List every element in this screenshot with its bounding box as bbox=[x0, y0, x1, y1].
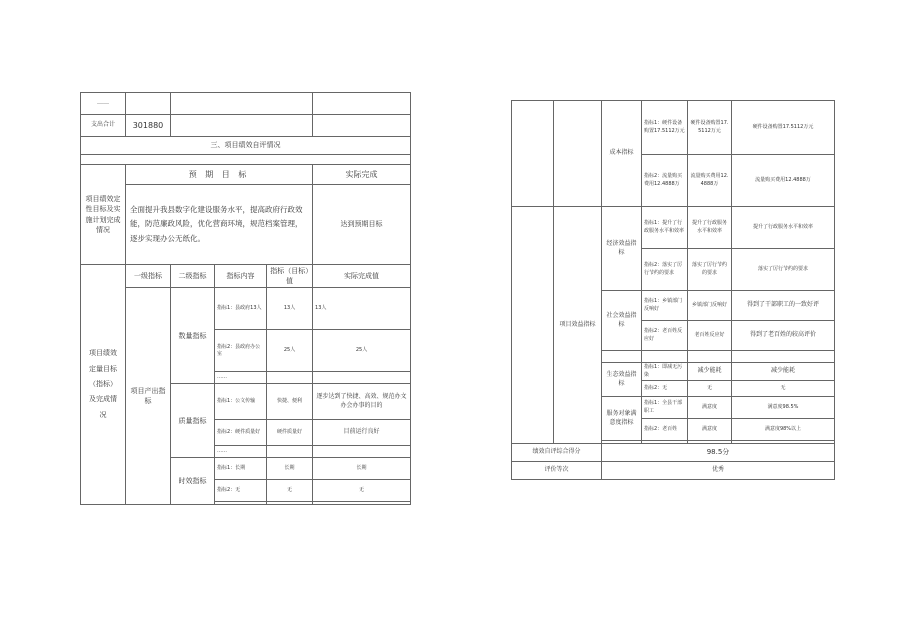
cost-item2-content: 指标2：流量购买费用12.4888万 bbox=[642, 155, 688, 207]
right-evaluation-table bbox=[511, 100, 835, 480]
quality-item2-target: 硬件质量好 bbox=[267, 420, 313, 446]
quantity-item2-actual: 25人 bbox=[313, 330, 411, 372]
eco-item1-target: 减少能耗 bbox=[688, 363, 732, 381]
planned-goal-text: 全面提升我县数字化建设服务水平，提高政府行政效能，防范廉政风险，优化营商环境，规范档案管理，逐步实现办公无纸化。 bbox=[126, 185, 313, 265]
satis-item1-target: 满意度 bbox=[688, 397, 732, 419]
planned-goal-header: 预 期 目 标 bbox=[126, 165, 313, 185]
col-level1-header: 一级指标 bbox=[126, 265, 171, 288]
left-evaluation-table bbox=[80, 92, 411, 505]
col-target-header: 指标（目标）值 bbox=[267, 265, 313, 288]
overall-score-value: 98.5分 bbox=[602, 444, 835, 462]
quantity-item1-actual: 13人 bbox=[313, 288, 411, 330]
econ-item1-actual: 提升了行政服务水平和效率 bbox=[732, 207, 835, 249]
level1-benefit-indicator: 项目效益指标 bbox=[554, 207, 602, 444]
social-item2-actual: 得到了老百姓的较高评价 bbox=[732, 321, 835, 351]
social-item2-target: 老百姓反应好 bbox=[688, 321, 732, 351]
timeliness-item2-content: 指标2：无 bbox=[215, 480, 267, 502]
cost-item1-target: 硬件设备购置17.5112万元 bbox=[688, 101, 732, 155]
ecological-benefit-indicator: 生态效益指标 bbox=[602, 363, 642, 397]
economic-benefit-indicator: 经济效益指标 bbox=[602, 207, 642, 291]
cost-item2-target: 流量购买费用12.4888万 bbox=[688, 155, 732, 207]
quantity-indicator: 数量指标 bbox=[171, 288, 215, 384]
econ-item1-content: 指标1：提升了行政服务水平和效率 bbox=[642, 207, 688, 249]
right-page bbox=[494, 86, 848, 594]
quantity-item2-content: 指标2：县政府办公室 bbox=[215, 330, 267, 372]
actual-completion-text: 达到预期目标 bbox=[313, 185, 411, 265]
quantity-item2-target: 25人 bbox=[267, 330, 313, 372]
timeliness-item1-content: 指标1：长期 bbox=[215, 458, 267, 480]
quality-item2-content: 指标2：硬件质量好 bbox=[215, 420, 267, 446]
quality-item2-actual: 目前运行良好 bbox=[313, 420, 411, 446]
social-item1-actual: 得到了干部职工的一致好评 bbox=[732, 291, 835, 321]
satis-item2-actual: 满意度98%以上 bbox=[732, 419, 835, 441]
timeliness-item2-actual: 无 bbox=[313, 480, 411, 502]
timeliness-item1-target: 长期 bbox=[267, 458, 313, 480]
satisfaction-indicator: 服务对象满意度指标 bbox=[602, 397, 642, 441]
cost-item1-actual: 硬件设备购置17.5112万元 bbox=[732, 101, 835, 155]
quantity-ellipsis: …… bbox=[215, 372, 267, 384]
actual-completion-header: 实际完成 bbox=[313, 165, 411, 185]
spend-total-value: 301880 bbox=[126, 115, 171, 137]
satis-item2-target: 满意度 bbox=[688, 419, 732, 441]
quantitative-label: 项目绩效定量目标（指标）及完成情况 bbox=[81, 265, 126, 505]
timeliness-indicator: 时效指标 bbox=[171, 458, 215, 505]
social-item2-content: 指标2：老百姓反应好 bbox=[642, 321, 688, 351]
col-actual-header: 实际完成值 bbox=[313, 265, 411, 288]
level1-output-indicator: 项目产出指标 bbox=[126, 288, 171, 505]
cost-indicator: 成本指标 bbox=[602, 101, 642, 207]
ellipsis-row-label: …… bbox=[81, 93, 126, 115]
social-item1-target: 乡镇部门反响好 bbox=[688, 291, 732, 321]
eco-item2-content: 指标2：无 bbox=[642, 381, 688, 397]
econ-item2-content: 指标2：落实了厉行节约的要求 bbox=[642, 249, 688, 291]
satis-item2-content: 指标2：老百姓 bbox=[642, 419, 688, 441]
quality-item1-actual: 逐步达到了快捷、高效、规范办文办会办事的目的 bbox=[313, 384, 411, 420]
quality-item1-content: 指标1：公文传输 bbox=[215, 384, 267, 420]
qualitative-label: 项目绩效定性目标及实施计划完成情况 bbox=[81, 165, 126, 265]
quality-item1-target: 快捷、便利 bbox=[267, 384, 313, 420]
eco-item2-target: 无 bbox=[688, 381, 732, 397]
col-level2-header: 二级指标 bbox=[171, 265, 215, 288]
overall-score-label: 绩效自评综合得分 bbox=[512, 444, 602, 462]
eco-item2-actual: 无 bbox=[732, 381, 835, 397]
left-page bbox=[66, 74, 422, 554]
quality-ellipsis: …… bbox=[215, 446, 267, 458]
econ-item2-target: 落实了厉行节约的要求 bbox=[688, 249, 732, 291]
timeliness-item2-target: 无 bbox=[267, 480, 313, 502]
quality-indicator: 质量指标 bbox=[171, 384, 215, 458]
cost-item1-content: 指标1：硬件设备购置17.5112万元 bbox=[642, 101, 688, 155]
section-title: 三、项目绩效自评情况 bbox=[81, 137, 411, 155]
quantity-item1-content: 指标1：县政府13人 bbox=[215, 288, 267, 330]
timeliness-item1-actual: 长期 bbox=[313, 458, 411, 480]
social-item1-content: 指标1：乡镇部门反响好 bbox=[642, 291, 688, 321]
spend-total-label: 支出合计 bbox=[81, 115, 126, 137]
satis-item1-content: 指标1：全县干部职工 bbox=[642, 397, 688, 419]
econ-item2-actual: 落实了厉行节约的要求 bbox=[732, 249, 835, 291]
eco-item1-actual: 减少能耗 bbox=[732, 363, 835, 381]
grade-value: 优秀 bbox=[602, 462, 835, 480]
col-content-header: 指标内容 bbox=[215, 265, 267, 288]
satis-item1-actual: 满意度98.5% bbox=[732, 397, 835, 419]
quantity-item1-target: 13人 bbox=[267, 288, 313, 330]
eco-item1-content: 指标1：即减无污染 bbox=[642, 363, 688, 381]
econ-item1-target: 提升了行政服务水平和效率 bbox=[688, 207, 732, 249]
cost-item2-actual: 流量购买费用12.4888万 bbox=[732, 155, 835, 207]
social-benefit-indicator: 社会效益指标 bbox=[602, 291, 642, 351]
grade-label: 评价等次 bbox=[512, 462, 602, 480]
